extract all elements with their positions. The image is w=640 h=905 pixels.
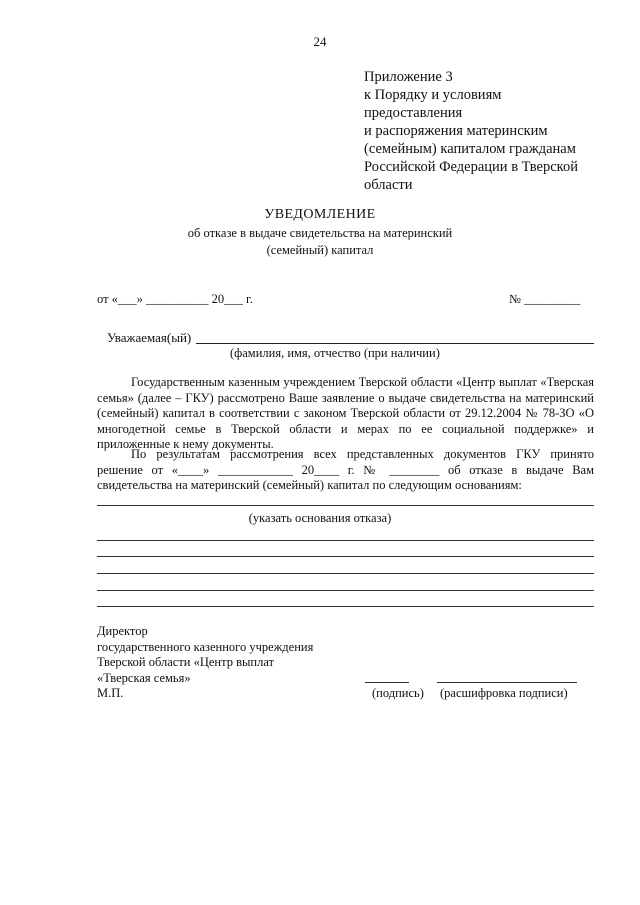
number-field: № _________	[509, 292, 581, 306]
signatory-block	[97, 624, 313, 686]
addressee-fill-line	[196, 343, 594, 344]
reason-hint: (указать основания отказа)	[248, 511, 392, 525]
date-field: от «___» __________ 20___ г.	[97, 292, 253, 306]
reason-fill-line	[97, 540, 594, 541]
document-title: УВЕДОМЛЕНИЕ	[264, 207, 376, 222]
signature-hint: (подпись)	[372, 686, 424, 700]
appendix-line: (семейным) капиталом гражданам	[364, 141, 576, 157]
decoding-hint: (расшифровка подписи)	[440, 686, 568, 700]
reason-fill-line	[97, 606, 594, 607]
appendix-line: и распоряжения материнским	[364, 123, 548, 139]
reason-fill-line	[97, 590, 594, 591]
signatory-line: Тверской области «Центр выплат	[97, 655, 275, 669]
appendix-line: области	[364, 177, 413, 193]
appendix-line: Российской Федерации в Тверской	[364, 159, 578, 175]
addressee-hint: (фамилия, имя, отчество (при наличии)	[230, 346, 440, 360]
reason-fill-line	[97, 573, 594, 574]
paragraph-review: Государственным казенным учреждением Тверской области «Центр выплат «Тверская семья» (далее – ГКУ) рассмотрено Ваше заявление о выдаче свидетельства на материнский (семейный) капитал в соответствии с законом Тверской области от 29.12.2004 № 78-ЗО «О многодетной семье в Тверской области и мерах по ее социальной поддержке» и приложенные к нему документы.	[97, 375, 594, 451]
signatory-line: «Тверская семья»	[97, 670, 191, 685]
signature-fill-line	[365, 682, 409, 683]
page-number: 24	[313, 34, 327, 49]
addressee-label: Уважаемая(ый)	[107, 330, 192, 345]
stamp-place: М.П.	[97, 686, 124, 700]
paragraph-decision: По результатам рассмотрения всех представленных документов ГКУ принято решение от «____» ____________ 20____ г. № ________ об отказе в выдаче Вам свидетельства на материнский (семейный) капитал по следующим основаниям:	[97, 447, 594, 492]
signatory-line: государственного казенного учреждения	[97, 639, 314, 654]
reason-fill-line	[97, 505, 594, 506]
appendix-line: Приложение 3	[364, 69, 453, 85]
document-subtitle-line1: об отказе в выдаче свидетельства на материнский	[187, 226, 453, 240]
signatory-line: Директор	[97, 624, 148, 638]
appendix-line: предоставления	[364, 105, 463, 121]
decoding-fill-line	[437, 682, 577, 683]
reason-fill-line	[97, 556, 594, 557]
appendix-header	[364, 68, 614, 194]
document-subtitle-line2: (семейный) капитал	[266, 243, 374, 257]
appendix-line: к Порядку и условиям	[364, 87, 502, 103]
